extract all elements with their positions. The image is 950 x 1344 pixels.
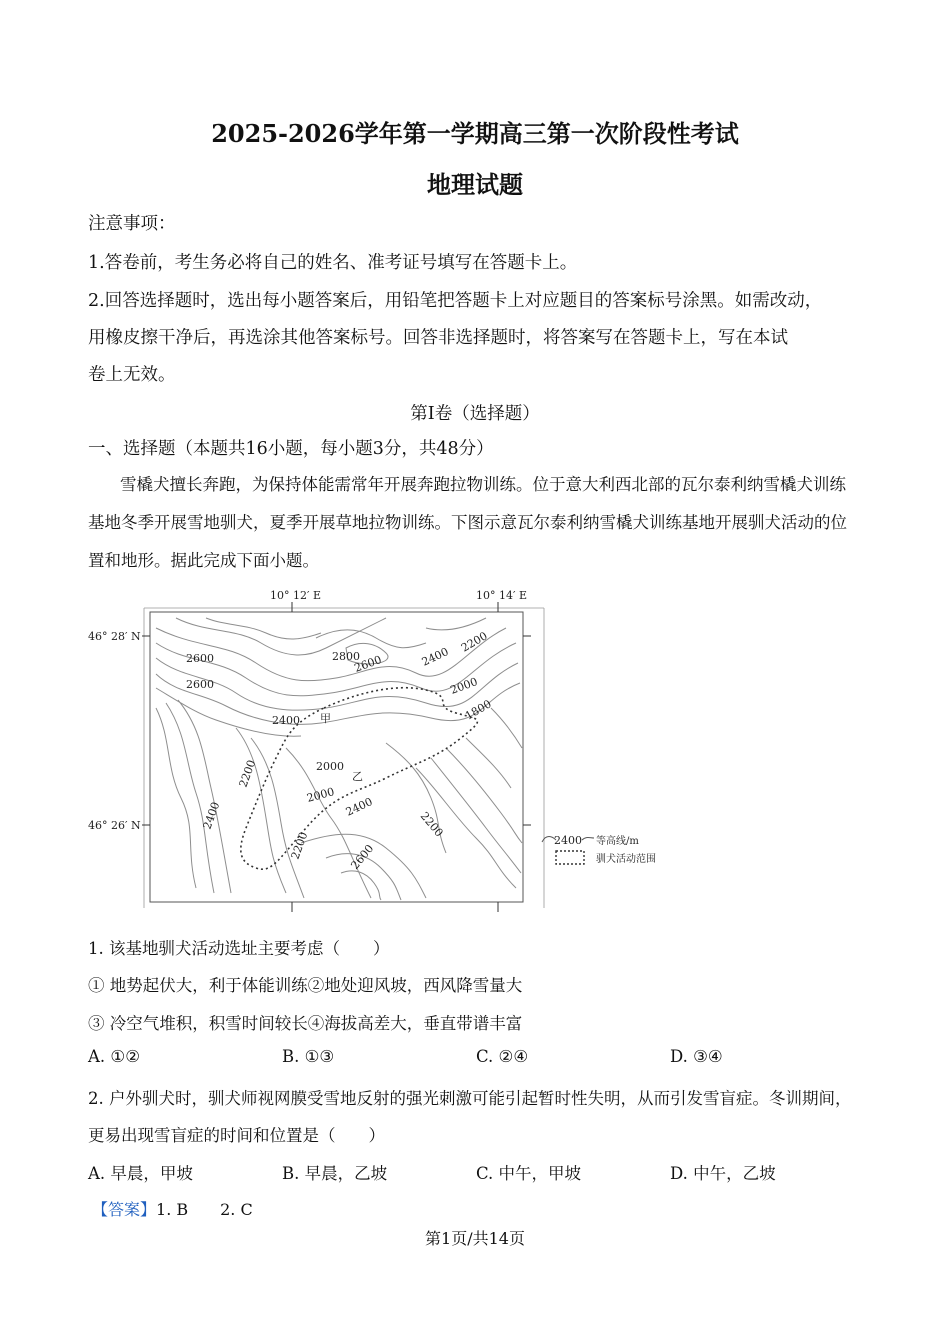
passage-line-1: 雪橇犬擅长奔跑，为保持体能需常年开展奔跑拉物训练。位于意大利西北部的瓦尔泰利纳雪橇犬训练 (120, 475, 846, 494)
question-1-option-c[interactable]: C. ②④ (476, 1047, 529, 1066)
answer-text: 1. B 2. C (156, 1200, 253, 1219)
question-1-stem: 1. 该基地驯犬活动选址主要考虑（ ） (88, 939, 390, 958)
contour-label: 2600 (186, 678, 214, 691)
lon-label-left: 10° 12′ E (270, 589, 322, 602)
contour-label: 2000 (316, 760, 344, 773)
page-footer: 第1页/共14页 (425, 1229, 525, 1248)
question-2-stem-line-2: 更易出现雪盲症的时间和位置是（ ） (88, 1126, 385, 1145)
question-1-option-d[interactable]: D. ③④ (670, 1047, 723, 1066)
contour-label: 2600 (186, 652, 214, 665)
legend-area-symbol (556, 851, 584, 864)
question-1-option-a[interactable]: A. ①② (88, 1047, 140, 1066)
map-legend (542, 834, 656, 865)
lat-label-bottom: 46° 26′ N (88, 819, 141, 832)
question-2-option-a[interactable]: A. 早晨，甲坡 (88, 1164, 193, 1183)
question-1-statement-line-1: ① 地势起伏大，利于体能训练②地处迎风坡，西风降雪量大 (88, 976, 523, 995)
passage-line-2: 基地冬季开展雪地驯犬，夏季开展草地拉物训练。下图示意瓦尔泰利纳雪橇犬训练基地开展驯犬活动的位 (88, 513, 847, 532)
part-heading: 一、选择题（本题共16小题，每小题3分，共48分） (88, 439, 494, 459)
notice-item-1: 1.答卷前，考生务必将自己的姓名、准考证号填写在答题卡上。 (88, 253, 578, 273)
contour-label: 2000 (448, 675, 480, 697)
contour-label: 2200 (459, 629, 490, 655)
legend-contour-value: 2400 (554, 834, 582, 847)
contour-label: 2400 (272, 714, 300, 727)
question-2-option-b[interactable]: B. 早晨，乙坡 (282, 1164, 388, 1183)
lon-label-right: 10° 14′ E (476, 589, 528, 602)
notice-item-2-line-2: 用橡皮擦干净后，再选涂其他答案标号。回答非选择题时，将答案写在答题卡上，写在本试 (88, 328, 788, 348)
notice-heading: 注意事项： (88, 214, 176, 234)
contour-label: 2600 (352, 653, 384, 675)
answer-label: 【答案】 (92, 1200, 157, 1219)
contour-label: 1800 (463, 697, 494, 723)
notice-item-2-line-1: 2.回答选择题时，选出每小题答案后，用铅笔把答题卡上对应题目的答案标号涂黑。如需改动， (88, 291, 823, 311)
passage-line-3: 置和地形。据此完成下面小题。 (88, 551, 319, 570)
contour-label: 2200 (417, 809, 446, 840)
contour-label: 2400 (200, 800, 223, 832)
contour-label: 2200 (236, 758, 259, 790)
question-1-option-b[interactable]: B. ①③ (282, 1047, 335, 1066)
contour-label: 2000 (305, 785, 336, 805)
question-2-option-c[interactable]: C. 中午，甲坡 (476, 1164, 582, 1183)
contour-label: 2600 (348, 842, 377, 872)
place-label-jia: 甲 (320, 712, 331, 725)
contour-label-group (186, 629, 494, 872)
question-2-option-d[interactable]: D. 中午，乙坡 (670, 1164, 776, 1183)
legend-area-text: 驯犬活动范围 (596, 854, 656, 865)
page-subtitle: 地理试题 (427, 170, 523, 199)
contour-label: 2200 (288, 830, 311, 862)
legend-contour-text: 等高线/m (596, 836, 639, 847)
topographic-map (86, 588, 690, 918)
question-1-statement-line-2: ③ 冷空气堆积，积雪时间较长④海拔高差大，垂直带谱丰富 (88, 1014, 523, 1033)
answer-line (92, 1197, 253, 1220)
question-2-stem-line-1: 2. 户外驯犬时，驯犬师视网膜受雪地反射的强光刺激可能引起暂时性失明，从而引发雪盲症。冬训期间， (88, 1089, 852, 1108)
lat-label-top: 46° 28′ N (88, 630, 141, 643)
place-label-yi: 乙 (352, 770, 363, 783)
notice-item-2-line-3: 卷上无效。 (88, 365, 176, 385)
section-title: 第Ⅰ卷（选择题） (410, 404, 540, 424)
contour-label: 2400 (419, 645, 451, 669)
contour-label: 2800 (332, 650, 360, 663)
contour-label: 2400 (343, 795, 375, 819)
page-title: 2025-2026学年第一学期高三第一次阶段性考试 (211, 119, 739, 148)
